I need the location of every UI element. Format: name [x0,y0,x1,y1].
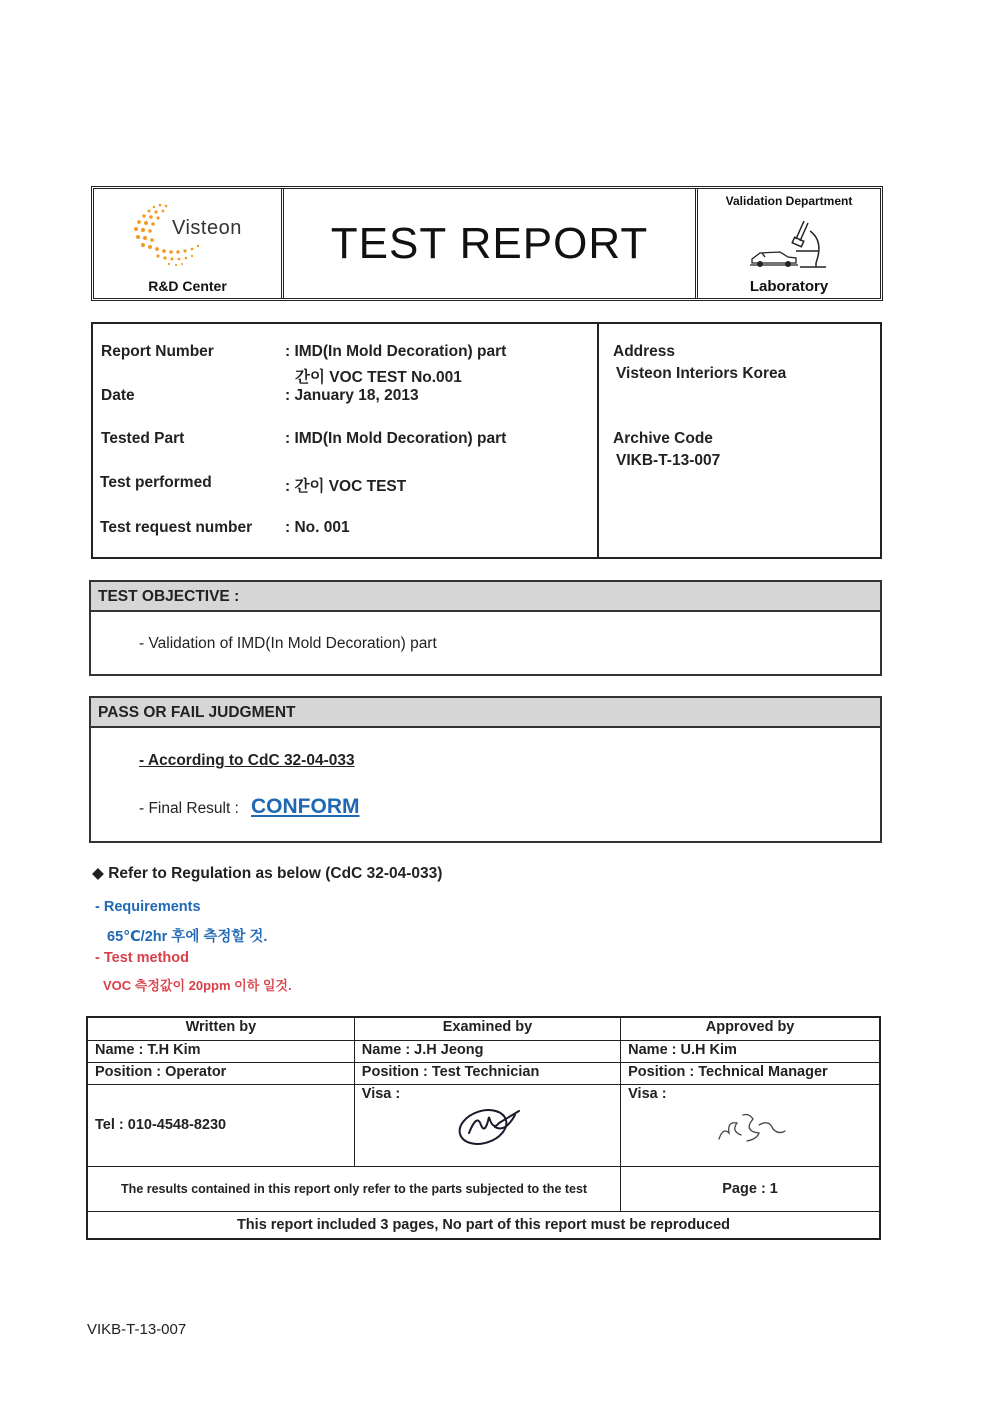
report-number-value-line2: 간이 VOC TEST No.001 [295,369,462,386]
regulation-title [92,864,442,883]
diamond-bullet-icon: ◆ [92,865,104,882]
examiner-position: Position : Test Technician [354,1062,620,1084]
test-request-label: Test request number [100,519,253,536]
writer-name: Name : T.H Kim [87,1040,354,1062]
reproduction-notice: This report included 3 pages, No part of this report must be reproduced [87,1211,880,1239]
tested-part-value: : IMD(In Mold Decoration) part [285,430,507,447]
logo-cell [94,189,284,298]
approved-by-header: Approved by [621,1017,880,1040]
tested-part-label: Tested Part [101,430,185,447]
regulation-title-text: Refer to Regulation as below (CdC 32-04-033) [108,865,443,882]
according-to-cdc: - According to CdC 32-04-033 [139,752,355,769]
test-request-value: : No. 001 [285,519,350,536]
address-label: Address [613,343,676,360]
examiner-visa-cell [354,1084,620,1166]
disclaimer-text: The results contained in this report only refer to the parts subjected to the test [87,1166,621,1211]
info-divider [597,324,599,557]
report-info-box [91,322,882,559]
test-performed-value: : 간이 VOC TEST [285,478,407,495]
final-result-label: - Final Result : [139,800,239,817]
signature-table [86,1016,881,1240]
laboratory-label: Laboratory [749,278,829,295]
test-method-label: - Test method [95,950,189,966]
approver-name: Name : U.H Kim [621,1040,880,1062]
approver-position: Position : Technical Manager [621,1062,880,1084]
report-number-value: : IMD(In Mold Decoration) part [285,343,507,360]
final-result-value: CONFORM [251,795,360,818]
examiner-visa-label: Visa : [361,1085,401,1102]
archive-code-value: VIKB-T-13-007 [616,452,721,469]
department-label: Validation Department [725,194,853,208]
writer-tel: Tel : 010-4548-8230 [87,1084,354,1166]
test-method-text: VOC 측정값이 20ppm 이하 일것. [103,978,292,993]
report-header [91,186,883,301]
writer-position: Position : Operator [87,1062,354,1084]
examiner-name: Name : J.H Jeong [354,1040,620,1062]
footer-archive-code: VIKB-T-13-007 [87,1321,187,1338]
approver-visa-cell [621,1084,880,1166]
page-title: TEST REPORT [330,218,649,268]
judgment-section [89,696,882,843]
logo-wordmark: Visteon [172,217,242,239]
test-objective-text: - Validation of IMD(In Mold Decoration) part [139,635,437,652]
date-label: Date [101,387,135,404]
approver-visa-label: Visa : [628,1085,667,1102]
approver-signature-icon [713,1109,789,1149]
written-by-header: Written by [87,1017,354,1040]
test-objective-section [89,580,882,676]
title-cell [284,189,698,298]
requirements-text: 65℃/2hr 후에 측정할 것. [107,929,268,945]
address-value: Visteon Interiors Korea [616,365,787,382]
date-value: : January 18, 2013 [285,387,419,404]
examiner-signature-icon [455,1103,525,1147]
page-number: Page : 1 [621,1166,880,1211]
report-number-label: Report Number [101,343,214,360]
lab-cell [698,189,880,298]
examined-by-header: Examined by [354,1017,620,1040]
judgment-heading: PASS OR FAIL JUDGMENT [91,698,880,728]
rd-center-label: R&D Center [148,278,227,294]
laboratory-microscope-icon [746,217,836,275]
test-performed-label: Test performed [100,474,212,491]
requirements-label: - Requirements [95,899,201,915]
archive-code-label: Archive Code [613,430,713,447]
test-objective-heading: TEST OBJECTIVE : [91,582,880,612]
